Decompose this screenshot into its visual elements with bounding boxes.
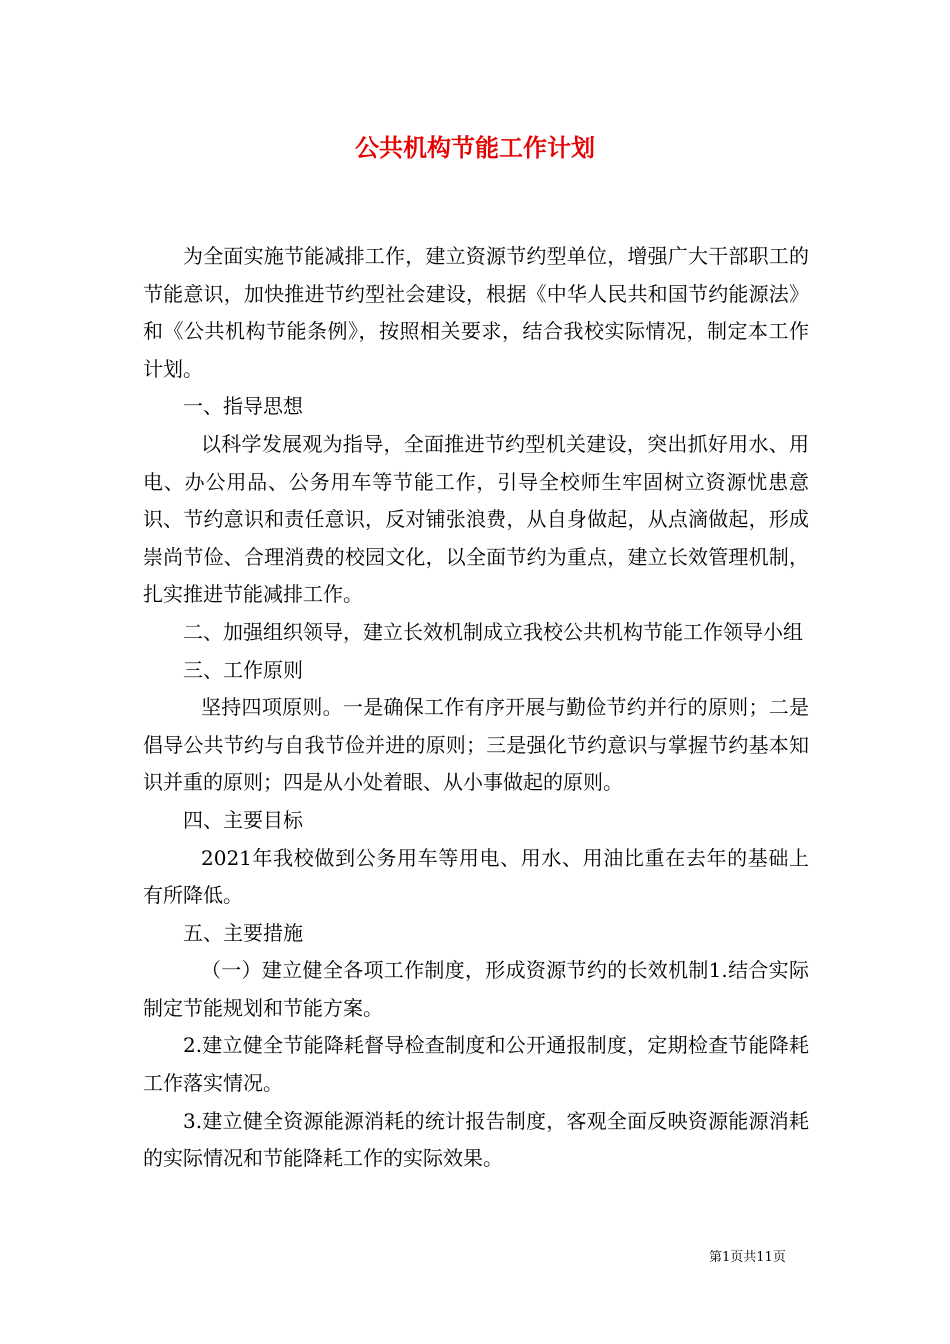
section-heading-organization: 二、加强组织领导，建立长效机制成立我校公共机构节能工作领导小组 bbox=[183, 619, 803, 644]
page-number: 第1页共11页 bbox=[709, 1250, 786, 1265]
section-heading-guiding-ideology: 一、指导思想 bbox=[183, 394, 303, 419]
document-title: 公共机构节能工作计划 bbox=[355, 133, 595, 162]
measures-item-3: 3.建立健全资源能源消耗的统计报告制度，客观全面反映资源能源消耗的实际情况和节能降耗工作的实际效果。 bbox=[143, 1108, 809, 1171]
principles-paragraph: 坚持四项原则。一是确保工作有序开展与勤俭节约并行的原则；二是倡导公共节约与自我节俭并进的原则；三是强化节约意识与掌握节约基本知识并重的原则；四是从小处着眼、从小事做起的原则。 bbox=[143, 695, 809, 795]
section-heading-measures: 五、主要措施 bbox=[183, 920, 303, 945]
document-body bbox=[143, 238, 809, 1178]
intro-paragraph: 为全面实施节能减排工作，建立资源节约型单位，增强广大干部职工的节能意识，加快推进节约型社会建设，根据《中华人民共和国节约能源法》和《公共机构节能条例》，按照相关要求，结合我校实际情况，制定本工作计划。 bbox=[143, 244, 809, 381]
section-heading-principles: 三、工作原则 bbox=[183, 657, 303, 682]
guiding-ideology-paragraph: 以科学发展观为指导，全面推进节约型机关建设，突出抓好用水、用电、办公用品、公务用车等节能工作，引导全校师生牢固树立资源忧患意识、节约意识和责任意识，反对铺张浪费，从自身做起，从点滴做起，形成崇尚节俭、合理消费的校园文化，以全面节约为重点，建立长效管理机制，扎实推进节能减排工作。 bbox=[143, 431, 809, 607]
goals-paragraph: 2021年我校做到公务用车等用电、用水、用油比重在去年的基础上有所降低。 bbox=[143, 845, 809, 908]
measures-item-1: （一）建立健全各项工作制度，形成资源节约的长效机制1.结合实际制定节能规划和节能方案。 bbox=[143, 958, 809, 1020]
measures-item-2: 2.建立健全节能降耗督导检查制度和公开通报制度，定期检查节能降耗工作落实情况。 bbox=[143, 1033, 809, 1096]
section-heading-goals: 四、主要目标 bbox=[183, 807, 303, 832]
